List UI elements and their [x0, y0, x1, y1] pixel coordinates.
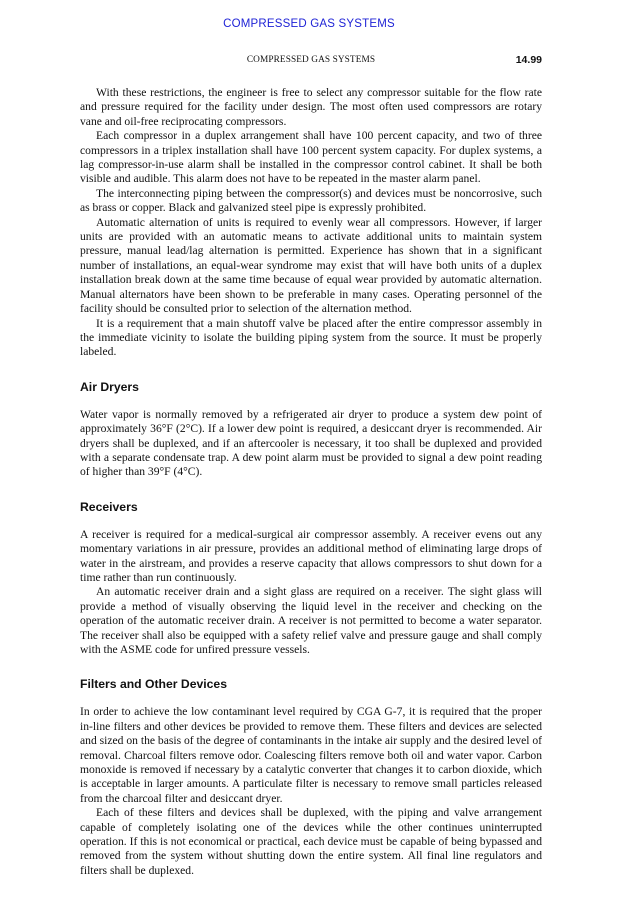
section-heading-receivers: Receivers	[80, 499, 138, 514]
body-paragraph: An automatic receiver drain and a sight glass are required on a receiver. The sight glass will provide a method of visually observing the liquid level in the receiver and checking on the operation of the automatic receiver drain. A receiver is not permitted to become a water separator. The receiver shall also be equipped with a safety relief valve and pressure gauge and shall comply with the ASME code for unfired pressure vessels.	[80, 585, 542, 656]
section-heading-filters: Filters and Other Devices	[80, 677, 227, 692]
body-paragraph: Each of these filters and devices shall be duplexed, with the piping and valve arrangement capable of completely isolating one of the devices while the other continues uninterrupted operation. If this is not economical or practical, each device must be capable of being bypassed and removed from the system without shutting down the entire system. All final line regulators and filters shall be duplexed.	[80, 806, 542, 877]
page-number: 14.99	[515, 54, 542, 66]
body-paragraph: With these restrictions, the engineer is free to select any compressor suitable for the flow rate and pressure required for the facility under design. The most often used compressors are rotary vane and oil-free reciprocating compressors.	[80, 86, 542, 128]
body-paragraph: Each compressor in a duplex arrangement shall have 100 percent capacity, and two of three compressors in a triplex installation shall have 100 percent system capacity. For duplex systems, a lag compressor-in-use alarm shall be installed in the compressor control cabinet. It shall be both visible and audible. This alarm does not have to be repeated in the master alarm panel.	[80, 129, 542, 186]
body-paragraph: It is a requirement that a main shutoff valve be placed after the entire compressor assembly in the immediate vicinity to isolate the building piping system from the source. It must be properly labeled.	[80, 316, 542, 359]
viewer-title: COMPRESSED GAS SYSTEMS	[223, 18, 395, 30]
body-paragraph: Automatic alternation of units is required to evenly wear all compressors. However, if larger units are provided with an automatic means to activate additional units to maintain system pressure, manual lead/lag alternation is permitted. Experience has shown that in a significant number of installations, an equal-wear syndrome may exist that will have both units of a duplex installation break down at the same time because of equal wear provided by automatic alternation. Manual alternators have been shown to be preferable in many cases. Operating personnel of the facility should be consulted prior to selection of the alternation method.	[80, 215, 542, 316]
body-paragraph: Water vapor is normally removed by a refrigerated air dryer to produce a system dew point of approximately 36°F (2°C). If a lower dew point is required, a desiccant dryer is recommended. Air dryers shall be duplexed, and if an aftercooler is necessary, it too shall be duplexed and provided with a separate condensate trap. A dew point alarm must be provided to signal a dew point reading of higher than 39°F (4°C).	[80, 407, 542, 479]
body-paragraph: In order to achieve the low contaminant level required by CGA G-7, it is required that the proper in-line filters and other devices be provided to remove them. These filters and devices are selected and sized on the basis of the degree of contaminants in the intake air supply and the desired level of removal. Charcoal filters remove odor. Coalescing filters remove both oil and water vapor. Carbon monoxide is removed if necessary by a catalytic converter that changes it to carbon dioxide, which is acceptable in larger amounts. A particulate filter is necessary to remove small particles released from the charcoal filter and desiccant dryer.	[80, 705, 542, 805]
page-body	[80, 86, 542, 878]
body-paragraph: The interconnecting piping between the compressor(s) and devices must be noncorrosive, such as brass or copper. Black and galvanized steel pipe is expressly prohibited.	[80, 186, 542, 215]
running-header	[80, 55, 542, 69]
running-title: COMPRESSED GAS SYSTEMS	[246, 55, 376, 65]
body-paragraph: A receiver is required for a medical-surgical air compressor assembly. A receiver evens out any momentary variations in air pressure, provides an additional method of eliminating large drops of water in the airstream, and provides a reserve capacity that allows compressors to shut down for a time rather than run continuously.	[80, 527, 542, 584]
section-heading-air-dryers: Air Dryers	[80, 379, 139, 394]
